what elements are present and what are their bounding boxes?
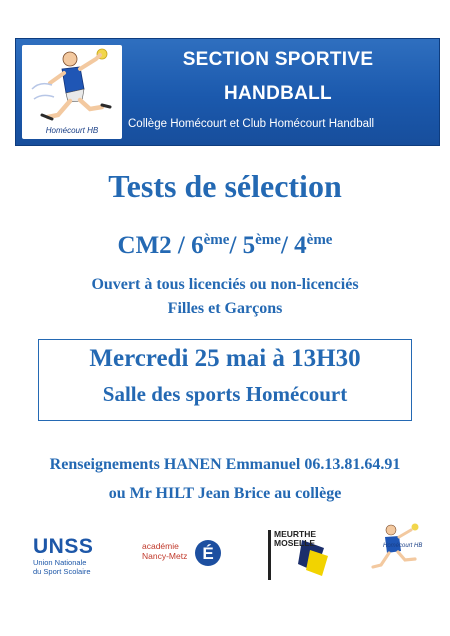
- banner-title-line2: HANDBALL: [224, 83, 332, 104]
- event-box: [38, 339, 412, 421]
- levels-sup-1: ème: [203, 232, 230, 248]
- page-title: Tests de sélection: [108, 168, 342, 204]
- event-place: Salle des sports Homécourt: [102, 382, 348, 406]
- svg-text:É: É: [202, 544, 214, 563]
- banner-subtitle: Collège Homécourt et Club Homécourt Handball: [128, 118, 375, 130]
- academie-text-1: académie: [142, 541, 179, 551]
- academie-logo: [140, 528, 230, 578]
- levels-sup-2: ème: [255, 232, 281, 248]
- event-date: Mercredi 25 mai à 13H30: [89, 345, 361, 372]
- moselle-text-1: MEURTHE: [274, 529, 317, 539]
- gender-text: Filles et Garçons: [167, 300, 283, 317]
- levels-sep-2: / 4: [280, 232, 307, 259]
- levels-sep-1: / 5: [229, 232, 256, 259]
- unss-logo: [33, 535, 133, 590]
- levels-sup-3: ème: [306, 232, 333, 248]
- club-logo: [22, 45, 122, 139]
- eligibility-text: Ouvert à tous licenciés ou non-licenciés: [91, 276, 359, 293]
- handball-player-small-icon: [355, 520, 435, 578]
- moselle-text-2: MOSELLE: [274, 538, 316, 548]
- moselle-text: [274, 530, 316, 548]
- header-banner: [15, 38, 440, 146]
- club-logo-small: [355, 520, 435, 578]
- contact-line-1: Renseignements HANEN Emmanuel 06.13.81.64.91: [49, 456, 401, 473]
- contact-line-2: ou Mr HILT Jean Brice au collège: [108, 485, 342, 502]
- unss-sub-2: du Sport Scolaire: [33, 566, 91, 576]
- meurthe-moselle-logo: [266, 528, 332, 588]
- club-logo-caption: Homécourt HB: [45, 126, 99, 135]
- club-logo-small-caption: Homécourt HB: [383, 543, 423, 549]
- academie-text-2: Nancy-Metz: [142, 551, 188, 561]
- grade-levels: [0, 232, 450, 260]
- banner-title-line1: SECTION SPORTIVE: [182, 49, 374, 70]
- unss-sub-1: Union Nationale: [33, 558, 87, 567]
- handball-player-icon: [22, 45, 122, 129]
- unss-mark: UNSS: [33, 535, 94, 558]
- levels-cm2: CM2 / 6: [117, 232, 204, 259]
